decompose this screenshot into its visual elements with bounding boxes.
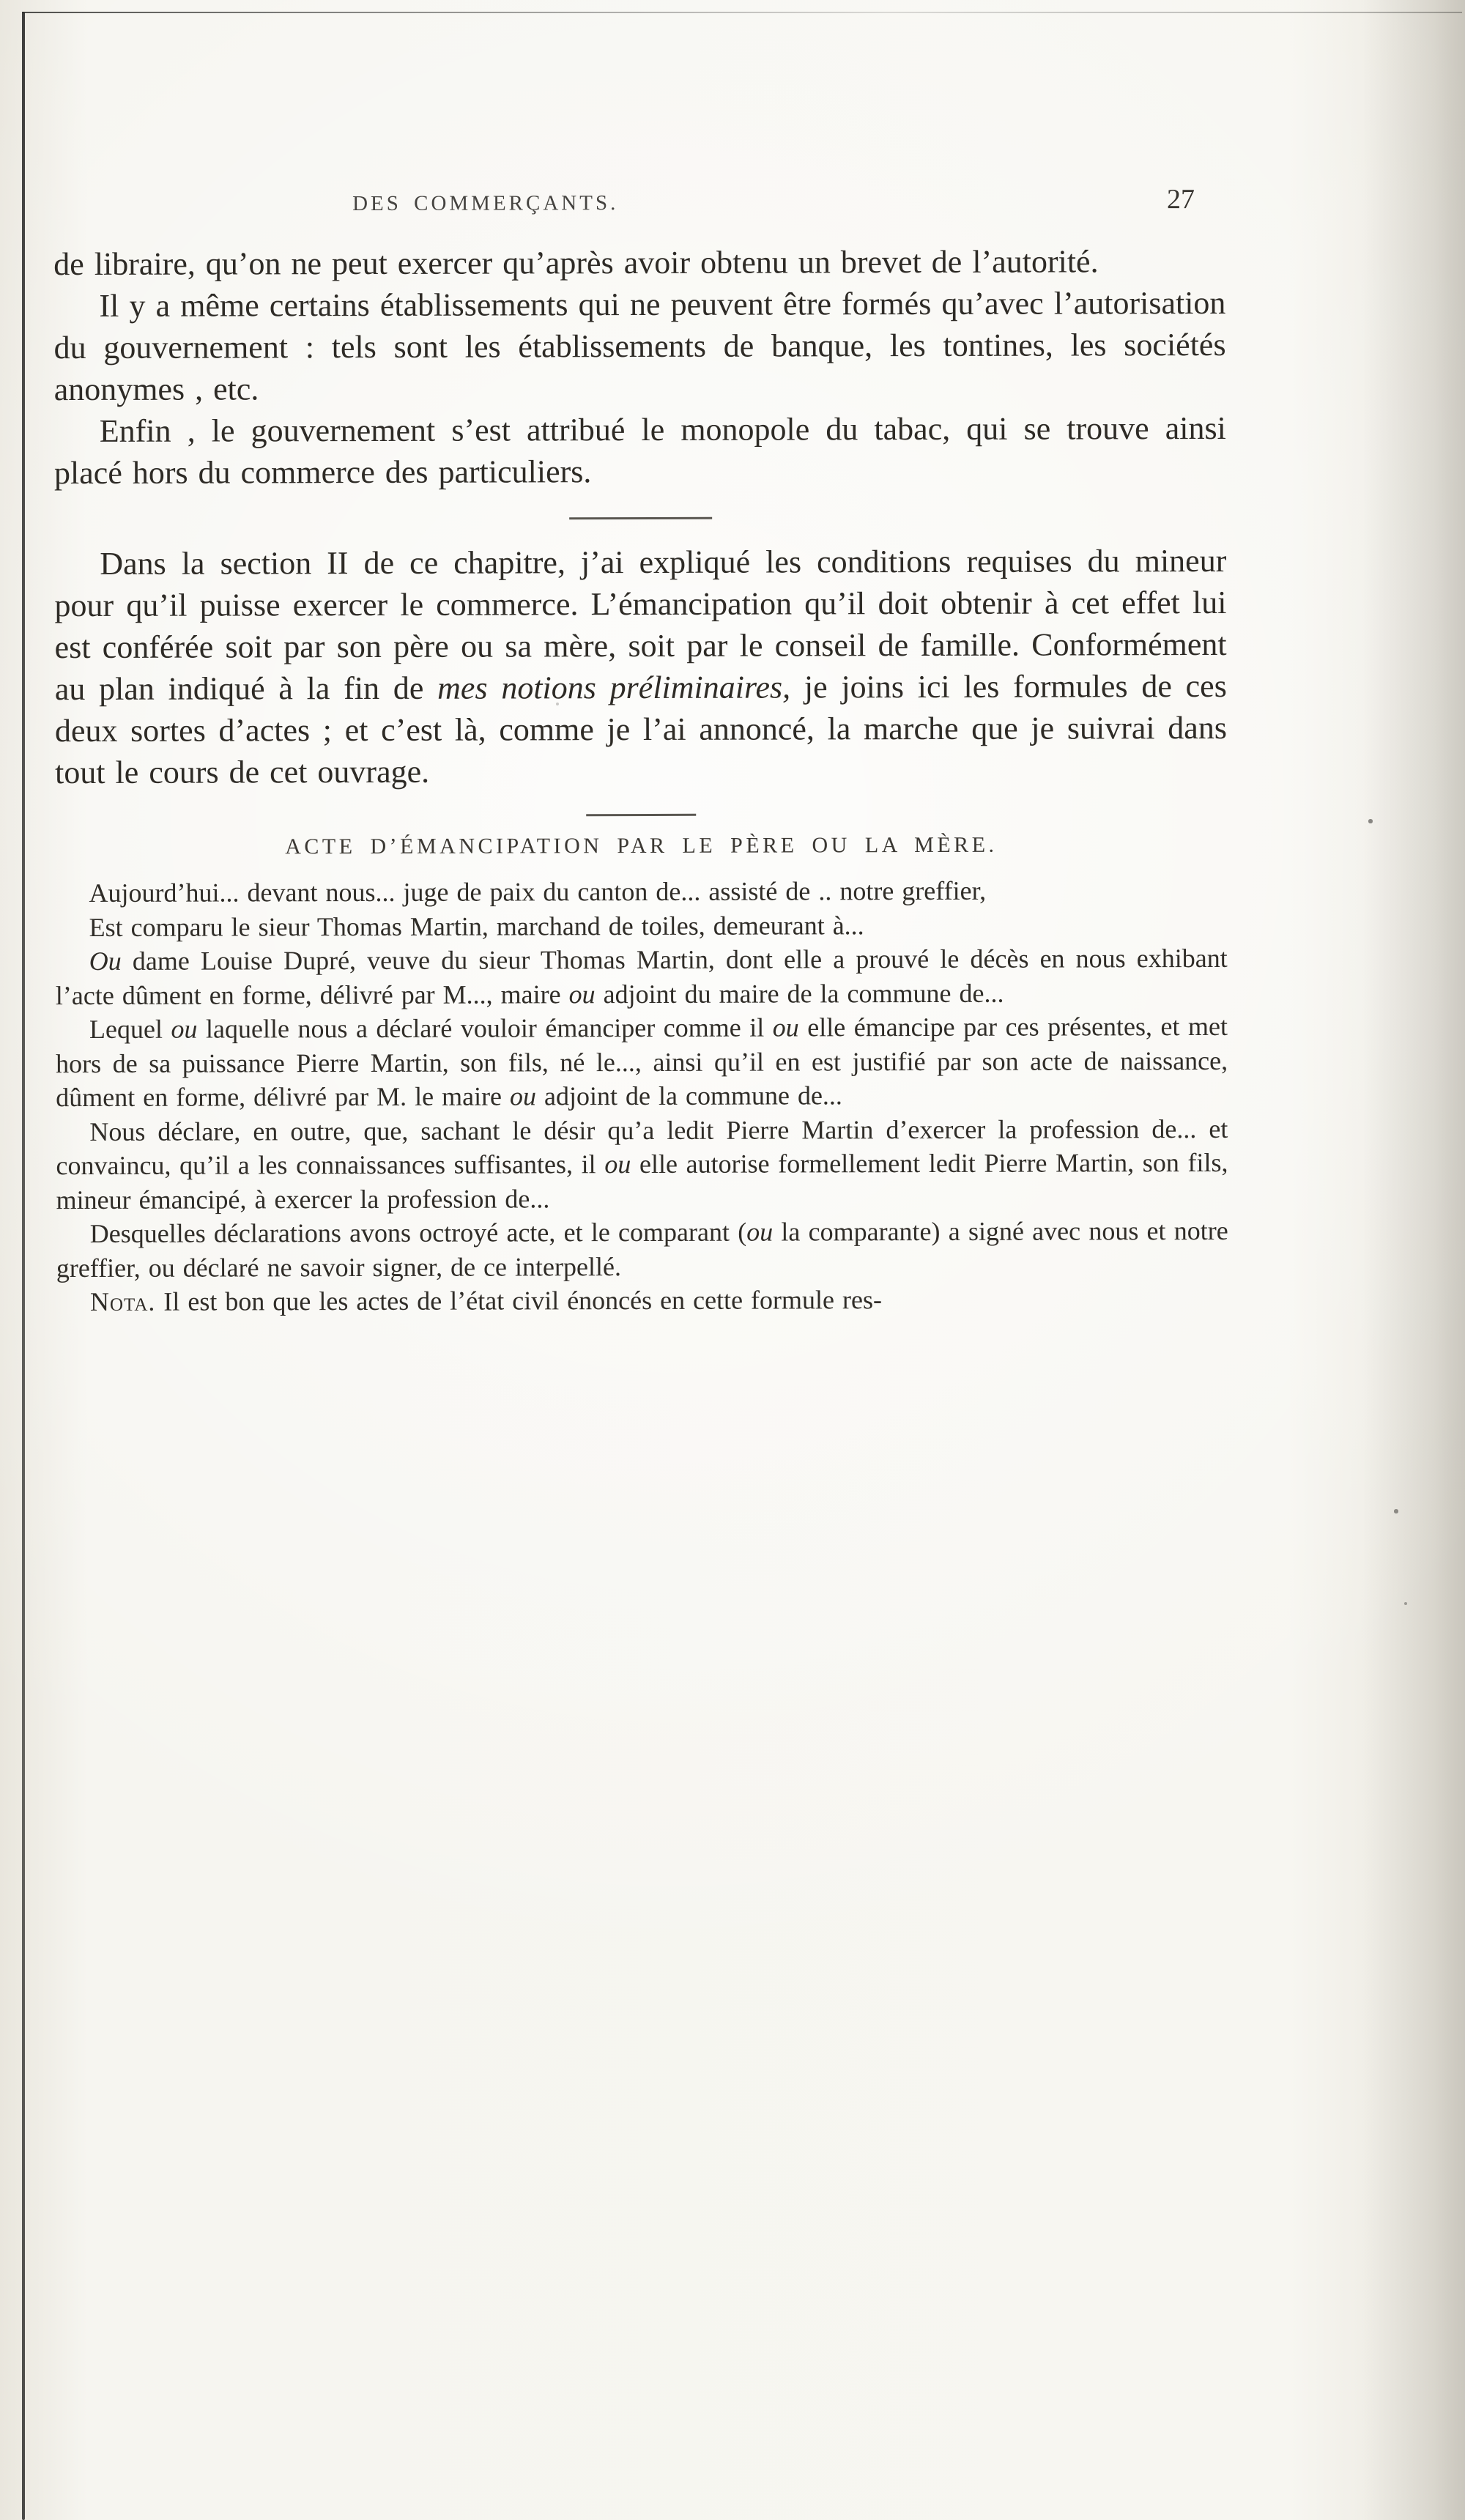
scan-left-edge — [22, 12, 25, 2520]
act-paragraph-signature: Desquelles déclarations avons octroyé acte, et le comparant (ou la comparante) a signé avec nous et notre greffier, ou déclaré ne savoir signer, de ce interpellé. — [56, 1215, 1228, 1283]
paragraph-continuation: de libraire, qu’on ne peut exercer qu’après avoir obtenu un brevet de l’autorité. — [53, 243, 1099, 283]
act-paragraph-veuve: Ou dame Louise Dupré, veuve du sieur Thomas Martin, dont elle a prouvé le décès en nous exhibant l’acte dûment en forme, délivré par M..., maire ou adjoint du maire de la commune de... — [55, 943, 1228, 1010]
running-header: DES COMMERÇANTS. — [352, 191, 619, 216]
scan-noise-specks — [0, 0, 1, 1]
act-heading: ACTE D’ÉMANCIPATION PAR LE PÈRE OU LA MÈRE. — [285, 832, 998, 859]
paragraph-emancipation-intro: Dans la section II de ce chapitre, j’ai expliqué les conditions requises du mineur pour qu’il puisse exercer le commerce. L’émancipation qu’il doit obtenir à cet effet lui est conférée soit par son père ou sa mère, soit par le conseil de famille. Conformément au plan indiqué à la fin de mes notions préliminaires, je joins ici les formules de ces deux sortes d’actes ; et c’est là, comme je l’ai annoncé, la marche que je suivrai dans tout le cours de cet ouvrage. — [54, 542, 1227, 791]
section-divider — [586, 814, 696, 816]
act-paragraph-profession: Nous déclare, en outre, que, sachant le désir qu’a ledit Pierre Martin d’exercer la profession de... et convaincu, qu’il a les connaissances suffisantes, il ou elle autorise formellement ledit Pierre Martin, son fils, mineur émancipé, à exercer la profession de... — [56, 1113, 1228, 1215]
page-content — [53, 183, 1228, 1319]
act-paragraph-comparution: Est comparu le sieur Thomas Martin, marchand de toiles, demeurant à... — [89, 910, 864, 942]
act-paragraph-opening: Aujourd’hui... devant nous... juge de paix du canton de... assisté de .. notre greffier, — [89, 875, 987, 908]
section-divider — [569, 517, 712, 520]
scan-top-edge — [22, 12, 1462, 13]
scan-right-shade — [1362, 0, 1465, 2520]
paragraph-tabac: Enfin , le gouvernement s’est attribué le monopole du tabac, qui se trouve ainsi placé hors du commerce des particuliers. — [53, 410, 1226, 492]
act-paragraph-declaration: Lequel ou laquelle nous a déclaré vouloir émanciper comme il ou elle émancipe par ces présentes, et met hors de sa puissance Pierre Martin, son fils, né le..., ainsi qu’il en est justifié par son acte de naissance, dûment en forme, délivré par M. le maire ou adjoint de la commune de... — [56, 1011, 1228, 1113]
paragraph-etablissements: Il y a même certains établissements qui ne peuvent être formés qu’avec l’autorisation du gouvernement : tels sont les établissements de banque, les tontines, les sociétés anonymes , etc. — [53, 284, 1226, 408]
page-header — [53, 183, 1225, 218]
page-number: 27 — [1166, 184, 1195, 215]
act-paragraph-nota: Nota. Il est bon que les actes de l’état civil énoncés en cette formule res- — [89, 1285, 883, 1316]
